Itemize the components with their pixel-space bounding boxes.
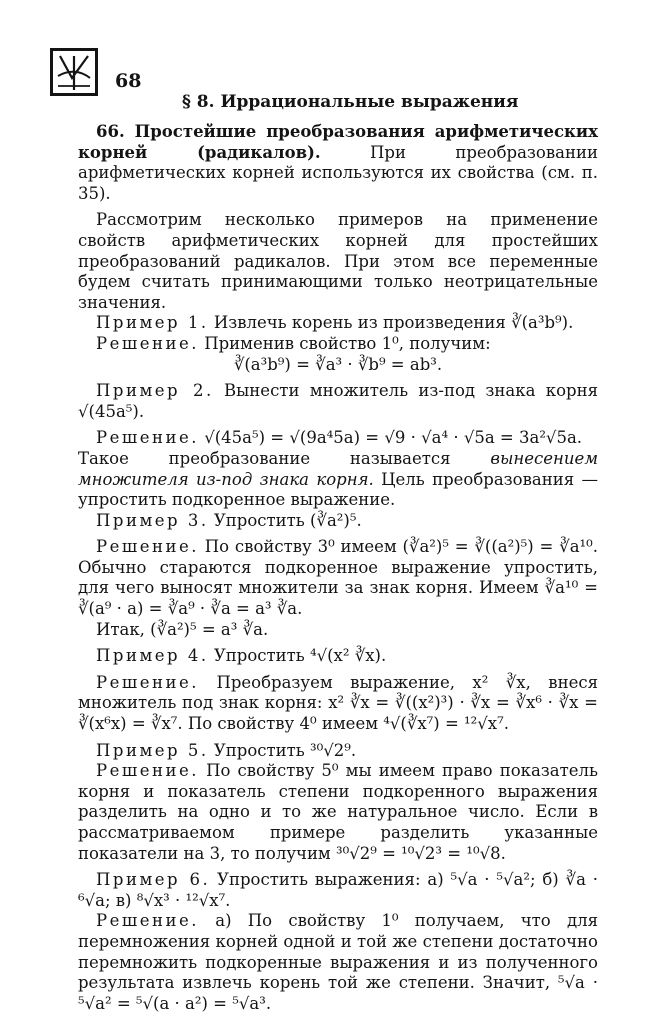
solution-3	[78, 537, 598, 619]
solution-label: Решение.	[96, 761, 199, 781]
example-5	[78, 741, 598, 762]
paragraph-66	[78, 122, 598, 204]
paragraph-text: Такое преобразование называется	[78, 448, 491, 468]
solution-text: По свойству 3⁰ имеем (∛a²)⁵ = ∛((a²)⁵) = ∛a¹⁰. Обычно стараются подкоренное выражение упростить, для чего выносят множители за знак корня. Имеем ∛a¹⁰ = ∛(a⁹ · a) = ∛a⁹ · ∛a = a³ ∛a.	[78, 537, 598, 619]
solution-label: Решение.	[96, 911, 199, 931]
paragraph-intro: Рассмотрим несколько примеров на применение свойств арифметических корней для простейших преобразований радикалов. При этом все переменные будем считать принимающими только неотрицательные значения.	[78, 210, 598, 312]
example-1	[78, 313, 598, 334]
example-6	[78, 870, 598, 911]
example-text: Вынести множитель из-под знака корня √(45a⁵).	[78, 381, 598, 421]
solution-4	[78, 673, 598, 735]
example-text: Извлечь корень из произведения ∛(a³b⁹).	[208, 313, 574, 333]
paragraph-definition	[78, 449, 598, 511]
example-text: Упростить (∛a²)⁵.	[208, 510, 362, 530]
solution-text: По свойству 5⁰ мы имеем право показатель корня и показатель степени подкоренного выражения разделить на одно и то же натуральное число. Если в рассматриваемом примере разделить указанные показатели на 3, то получим ³⁰√2⁹ = ¹⁰√2³ = ¹⁰√8.	[78, 761, 598, 863]
formula-1: ∛(a³b⁹) = ∛a³ · ∛b⁹ = ab³.	[233, 354, 443, 374]
solution-1	[78, 334, 598, 355]
item-heading: 66. Простейшие преобразования арифметических корней (радикалов).	[78, 122, 598, 162]
page-number: 68	[115, 70, 142, 92]
solution-label: Решение.	[96, 672, 199, 692]
example-label: Пример 4.	[96, 646, 209, 666]
paragraph-text: При преобразовании арифметических корней используются их свойства (см. п. 35).	[78, 142, 598, 203]
italic-term: вынесением множителя из-под знака корня.	[78, 448, 598, 489]
solution-text: √(45a⁵) = √(9a⁴5a) = √9 · √a⁴ · √5a = 3a²√5a.	[198, 428, 583, 448]
example-label: Пример 3.	[96, 510, 209, 530]
solution-text: Преобразуем выражение, x² ∛x, внеся множитель под знак корня: x² ∛x = ∛((x²)³) · ∛x = ∛x⁶ · ∛x = ∛(x⁶x) = ∛x⁷. По свойству 4⁰ имеем ⁴√(∛x⁷) = ¹²√x⁷.	[78, 672, 598, 734]
solution-text: а) По свойству 1⁰ получаем, что для перемножения корней одной и той же степени достаточно перемножить подкоренные выражения и из полученного результата извлечь корень той же степени. Значит, ⁵√a · ⁵√a² = ⁵√(a · a²) = ⁵√a³.	[78, 911, 598, 1013]
example-label: Пример 6.	[96, 870, 211, 890]
solution-label: Решение.	[96, 428, 199, 448]
paragraph-conclusion: Итак, (∛a²)⁵ = a³ ∛a.	[96, 619, 269, 639]
page-body	[78, 122, 598, 1014]
solution-6	[78, 911, 598, 1014]
example-4	[78, 646, 598, 667]
publisher-logo-icon	[50, 48, 98, 96]
example-text: Упростить ³⁰√2⁹.	[208, 740, 357, 760]
solution-label: Решение.	[96, 537, 199, 557]
example-3	[78, 511, 598, 532]
example-label: Пример 2.	[96, 381, 214, 401]
example-text: Упростить ⁴√(x² ∛x).	[208, 646, 387, 666]
solution-text: Применив свойство 1⁰, получим:	[198, 333, 491, 353]
solution-label: Решение.	[96, 333, 199, 353]
example-2	[78, 381, 598, 422]
section-title: § 8. Иррациональные выражения	[182, 92, 519, 112]
solution-5	[78, 761, 598, 864]
example-label: Пример 5.	[96, 740, 209, 760]
solution-2	[78, 428, 598, 449]
paragraph-text: Цель преобразования — упростить подкоренное выражение.	[78, 469, 598, 510]
example-text: Упростить выражения: а) ⁵√a · ⁵√a²; б) ∛a · ⁶√a; в) ⁸√x³ · ¹²√x⁷.	[78, 870, 598, 910]
example-label: Пример 1.	[96, 313, 209, 333]
